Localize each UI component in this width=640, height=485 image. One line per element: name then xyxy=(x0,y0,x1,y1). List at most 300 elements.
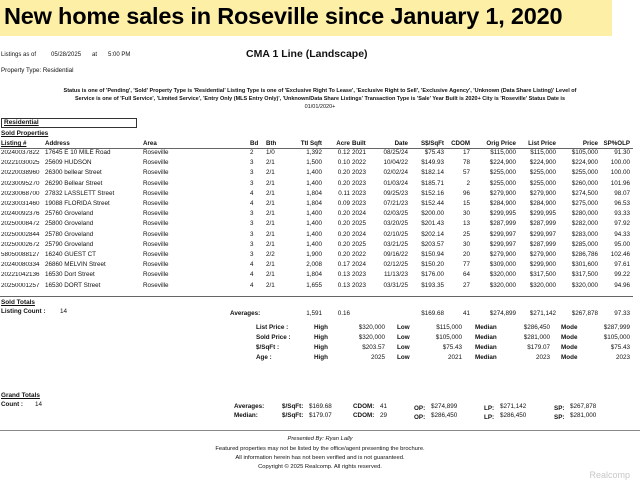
title-banner xyxy=(0,0,612,36)
cell-bedrooms: 3 xyxy=(250,169,254,177)
cell-listing-number: 20250001257 xyxy=(1,282,40,289)
cell-sold-per-sqft: $193.35 xyxy=(421,281,444,289)
cell-total-sqft: 1,500 xyxy=(306,159,322,167)
cell-listing-number: 20250002844 xyxy=(1,231,40,238)
stat-low-label: Low xyxy=(397,334,410,341)
column-header-area: Area xyxy=(143,140,157,147)
cell-listing-number: 20221030025 xyxy=(1,160,40,167)
cell-status-date: 02/10/25 xyxy=(383,230,408,238)
average-total-sqft: 1,591 xyxy=(306,310,322,317)
stat-high-value: $320,000 xyxy=(358,324,385,331)
stat-median-value: $286,450 xyxy=(523,324,550,331)
column-header-original-price: Orig Price xyxy=(486,140,516,147)
cell-total-sqft: 1,400 xyxy=(306,240,322,248)
stat-low-label: Low xyxy=(397,344,410,351)
cell-sold-price: $274,500 xyxy=(571,189,598,197)
cell-acre: 0.20 xyxy=(337,240,350,248)
cell-list-price: $287,999 xyxy=(529,220,556,228)
cell-total-sqft: 1,400 xyxy=(306,220,322,228)
average-sold-per-sqft: $169.68 xyxy=(421,310,444,317)
cell-original-price: $299,995 xyxy=(489,210,516,218)
stat-label: Sold Price : xyxy=(256,334,291,341)
cell-sold-per-sqft: $150.94 xyxy=(421,251,444,258)
cell-area: Roseville xyxy=(143,230,169,238)
cell-total-sqft: 1,400 xyxy=(306,210,322,218)
sold-totals-heading: Sold Totals xyxy=(1,299,35,306)
cell-sp-olp: 100.00 xyxy=(610,169,630,177)
sold-properties-heading: Sold Properties xyxy=(1,130,49,137)
med-op: $286,450 xyxy=(431,412,458,419)
cell-original-price: $255,000 xyxy=(489,169,516,177)
presented-by: Presented By: Ryan Lally xyxy=(287,436,353,442)
cell-address: 25790 Groveland xyxy=(45,240,94,248)
listings-as-of-label: Listings as of xyxy=(1,52,37,58)
stat-high-label: High xyxy=(314,354,328,361)
cell-address: 27832 LASSLETT Street xyxy=(45,189,115,197)
cell-total-sqft: 2,008 xyxy=(306,261,322,269)
cell-sp-olp: 102.46 xyxy=(610,251,630,258)
stat-mode-label: Mode xyxy=(561,354,578,361)
totals-divider xyxy=(0,296,633,297)
cell-cdom: 25 xyxy=(462,230,470,238)
cell-original-price: $115,000 xyxy=(490,149,516,156)
cell-baths: 2/1 xyxy=(266,200,275,207)
cell-bedrooms: 3 xyxy=(250,230,254,238)
cell-listing-number: 20221042136 xyxy=(1,272,40,279)
cell-list-price: $317,500 xyxy=(529,271,556,279)
average-cdom: 41 xyxy=(462,310,470,317)
cell-year-built: 2025 xyxy=(352,240,367,248)
cell-original-price: $309,000 xyxy=(489,261,516,269)
cdom-label: CDOM: xyxy=(353,403,375,410)
stat-high-label: High xyxy=(314,324,328,331)
cell-year-built: 2024 xyxy=(352,210,367,218)
cell-status-date: 02/12/25 xyxy=(383,261,408,269)
cell-sp-olp: 97.92 xyxy=(614,220,630,228)
cell-address: 16530 DORT Street xyxy=(45,281,101,289)
cell-area: Roseville xyxy=(143,220,169,228)
cell-area: Roseville xyxy=(143,251,169,258)
sp-label-2: SP: xyxy=(554,414,565,421)
cell-original-price: $224,900 xyxy=(489,159,516,167)
stat-low-label: Low xyxy=(397,354,410,361)
cell-original-price: $299,997 xyxy=(489,240,516,248)
cell-listing-number: 20230095270 xyxy=(1,180,40,187)
stat-high-value: 2025 xyxy=(370,354,385,361)
cell-area: Roseville xyxy=(143,261,169,269)
column-header-year-built: Built xyxy=(352,140,366,147)
cell-year-built: 2024 xyxy=(352,261,367,269)
cell-year-built: 2023 xyxy=(352,169,367,177)
cell-status-date: 02/03/25 xyxy=(383,210,408,218)
cell-baths: 2/2 xyxy=(266,251,275,258)
stat-mode-label: Mode xyxy=(561,344,578,351)
cell-area: Roseville xyxy=(143,159,169,167)
cell-baths: 2/1 xyxy=(266,230,275,238)
stat-mode-value: $105,000 xyxy=(603,334,630,341)
grand-count: 14 xyxy=(35,401,43,408)
footer-divider xyxy=(0,430,640,431)
cell-sp-olp: 97.61 xyxy=(614,261,630,269)
footer-line-2: All information herein has not been verified and is not guaranteed. xyxy=(235,455,405,461)
cell-address: 25800 Groveland xyxy=(45,220,94,228)
cell-cdom: 17 xyxy=(462,149,470,156)
cell-area: Roseville xyxy=(143,169,169,177)
grand-median-label: Median: xyxy=(234,412,258,419)
avg-lp: $271,142 xyxy=(500,403,527,410)
cell-list-price: $255,000 xyxy=(529,169,556,177)
med-cdom: 29 xyxy=(380,412,388,419)
column-header-status-date: Date xyxy=(394,140,408,147)
cell-baths: 2/1 xyxy=(266,220,275,228)
avg-sp: $267,878 xyxy=(570,403,597,410)
med-sp: $281,000 xyxy=(570,412,597,419)
ssqft-label: $/SqFt: xyxy=(282,403,304,410)
cell-sold-price: $286,786 xyxy=(571,251,598,258)
cell-status-date: 01/03/24 xyxy=(383,179,408,187)
cell-address: 26290 Bellear Street xyxy=(45,179,103,187)
column-header-total-sqft: Ttl Sqft xyxy=(300,140,322,147)
cell-status-date: 11/13/23 xyxy=(383,271,408,279)
cell-listing-number: 20240080334 xyxy=(1,262,40,269)
cell-sp-olp: 101.96 xyxy=(610,179,630,187)
cell-sp-olp: 98.07 xyxy=(614,189,630,197)
cell-cdom: 20 xyxy=(462,251,470,258)
cell-address: 25780 Groveland xyxy=(45,230,94,238)
cell-total-sqft: 1,392 xyxy=(306,149,322,156)
cell-address: 19088 FLORIDA Street xyxy=(45,200,110,207)
cell-address: 16240 GUEST CT xyxy=(45,251,96,258)
cell-bedrooms: 3 xyxy=(250,210,254,218)
cell-total-sqft: 1,400 xyxy=(306,230,322,238)
cell-address: 17645 E 10 MILE Road xyxy=(45,149,111,156)
cell-original-price: $279,900 xyxy=(489,189,516,197)
cell-cdom: 96 xyxy=(462,189,470,197)
avg-op: $274,899 xyxy=(431,403,458,410)
stat-mode-value: $75.43 xyxy=(610,344,630,351)
cell-baths: 2/1 xyxy=(266,179,275,187)
cell-cdom: 27 xyxy=(462,281,470,289)
report-date: 05/28/2025 xyxy=(51,52,82,58)
cell-cdom: 30 xyxy=(462,240,470,248)
avg-cdom: 41 xyxy=(380,403,388,410)
cell-address: 16530 Dort Street xyxy=(45,271,95,279)
cell-listing-number: 58050088127 xyxy=(1,252,40,258)
criteria-line-2: Service is one of 'Full Service', 'Limited Service', 'Entry Only (MLS Entry Only)', 'Unknown/Data Share Listings' Transaction Type is 'Sale' Year Built is 2020+ City is 'Roseville' Status Date is xyxy=(74,96,566,102)
cell-list-price: $279,900 xyxy=(529,251,556,258)
listing-count-label: Listing Count : xyxy=(1,308,46,315)
cell-sold-price: $255,000 xyxy=(571,169,598,177)
cell-acre: 0.20 xyxy=(337,251,350,258)
cell-sp-olp: 93.33 xyxy=(614,210,630,218)
cell-baths: 2/1 xyxy=(266,281,275,289)
cell-year-built: 2023 xyxy=(352,179,367,187)
cell-sold-price: $282,000 xyxy=(571,220,598,228)
average-original-price: $274,899 xyxy=(489,310,516,317)
cell-total-sqft: 1,900 xyxy=(306,251,322,258)
cell-year-built: 2023 xyxy=(352,281,367,289)
stat-median-label: Median xyxy=(475,334,497,341)
cell-status-date: 03/31/25 xyxy=(383,281,408,289)
cell-original-price: $255,000 xyxy=(489,179,516,187)
lp-label-2: LP: xyxy=(484,414,495,421)
cell-baths: 2/1 xyxy=(266,169,275,177)
cell-area: Roseville xyxy=(143,271,169,279)
cell-acre: 0.20 xyxy=(337,220,350,228)
stat-median-value: $179.07 xyxy=(527,344,550,351)
cell-list-price: $299,995 xyxy=(529,210,556,218)
cell-cdom: 15 xyxy=(462,200,470,207)
cell-cdom: 30 xyxy=(462,210,470,218)
cell-status-date: 02/02/24 xyxy=(383,169,408,177)
cell-acre: 0.12 xyxy=(337,149,350,156)
cell-sold-price: $317,500 xyxy=(571,271,598,279)
cell-sold-per-sqft: $185.71 xyxy=(421,179,444,187)
column-header-acre: Acre xyxy=(336,140,350,147)
stat-low-value: $105,000 xyxy=(435,334,462,341)
cell-acre: 0.11 xyxy=(338,189,350,197)
cell-year-built: 2023 xyxy=(352,189,367,197)
cell-acre: 0.20 xyxy=(337,230,350,238)
cell-year-built: 2021 xyxy=(352,149,367,156)
cell-year-built: 2024 xyxy=(352,230,367,238)
cell-sold-per-sqft: $176.00 xyxy=(421,271,444,279)
cell-year-built: 2022 xyxy=(352,251,367,258)
cell-sold-per-sqft: $152.44 xyxy=(421,200,444,207)
column-header-sp-olp: SP%OLP xyxy=(603,140,630,147)
cell-total-sqft: 1,655 xyxy=(306,281,322,289)
cell-bedrooms: 3 xyxy=(250,159,254,167)
cell-listing-number: 20240037822 xyxy=(1,150,40,156)
cell-list-price: $115,000 xyxy=(530,149,556,156)
cell-bedrooms: 4 xyxy=(250,261,254,269)
cell-bedrooms: 3 xyxy=(250,220,254,228)
cell-list-price: $287,999 xyxy=(529,240,556,248)
stat-mode-label: Mode xyxy=(561,324,578,331)
stat-mode-label: Mode xyxy=(561,334,578,341)
stat-low-value: $75.43 xyxy=(442,344,462,351)
op-label-2: OP: xyxy=(414,414,426,421)
cell-list-price: $255,000 xyxy=(529,179,556,187)
grand-count-label: Count : xyxy=(1,401,24,408)
cell-list-price: $284,900 xyxy=(529,200,556,207)
cell-address: 26860 MELVIN Street xyxy=(45,261,106,269)
cell-year-built: 2022 xyxy=(352,159,367,167)
column-header-address: Address xyxy=(45,140,70,147)
cell-baths: 2/1 xyxy=(266,189,275,197)
stat-low-value: $115,000 xyxy=(436,324,462,331)
cell-status-date: 07/21/23 xyxy=(383,200,408,207)
cell-sold-per-sqft: $201.43 xyxy=(421,220,444,228)
stat-low-value: 2021 xyxy=(447,354,462,361)
cell-sold-per-sqft: $149.93 xyxy=(421,159,444,167)
cell-sold-price: $105,000 xyxy=(571,149,598,156)
cell-listing-number: 20230068700 xyxy=(1,190,40,197)
cell-original-price: $279,900 xyxy=(489,251,516,258)
stat-mode-value: $287,999 xyxy=(603,324,630,331)
cell-sold-per-sqft: $182.14 xyxy=(421,169,444,177)
residential-heading: Residential xyxy=(1,118,137,128)
cell-list-price: $299,997 xyxy=(529,230,556,238)
cell-sold-per-sqft: $200.00 xyxy=(421,210,444,218)
cell-baths: 2/1 xyxy=(266,271,275,279)
criteria-line-1: Status is one of 'Pending', 'Sold' Property Type is 'Residential' Listing Type is one of 'Exclusive Right To Lease', 'Exclusive Right to Sell', 'Exclusive Agency', 'Unknown (Data Share Listing)' Level of xyxy=(63,88,577,94)
cell-status-date: 03/20/25 xyxy=(383,220,408,228)
stat-high-value: $320,000 xyxy=(358,334,385,341)
grand-averages-label: Averages: xyxy=(234,403,265,410)
average-acre: 0.16 xyxy=(337,310,350,317)
cell-area: Roseville xyxy=(143,149,169,156)
cell-sp-olp: 99.22 xyxy=(614,271,630,279)
cell-acre: 0.09 xyxy=(337,200,350,207)
cell-total-sqft: 1,804 xyxy=(306,200,322,207)
cell-year-built: 2023 xyxy=(352,200,367,207)
cell-baths: 2/1 xyxy=(266,159,275,167)
column-header-bedrooms: Bd xyxy=(250,140,259,147)
realcomp-watermark: Realcomp xyxy=(589,470,630,480)
stat-label: Age : xyxy=(256,354,272,361)
cell-area: Roseville xyxy=(143,179,169,187)
stat-median-label: Median xyxy=(475,354,497,361)
cell-area: Roseville xyxy=(143,189,169,197)
average-sold-price: $267,878 xyxy=(571,310,598,317)
cell-area: Roseville xyxy=(143,210,169,218)
averages-label: Averages: xyxy=(230,310,261,317)
cell-status-date: 09/25/23 xyxy=(383,189,408,197)
stat-mode-value: 2023 xyxy=(615,354,630,361)
cell-sp-olp: 94.33 xyxy=(614,230,630,238)
stat-low-label: Low xyxy=(397,324,410,331)
average-sp-olp: 97.33 xyxy=(614,310,630,317)
cell-year-built: 2023 xyxy=(352,271,367,279)
cell-cdom: 2 xyxy=(466,179,470,187)
report-title: CMA 1 Line (Landscape) xyxy=(246,48,368,60)
cell-sp-olp: 95.00 xyxy=(614,240,630,248)
banner-title: New home sales in Roseville since January 1, 2020 xyxy=(4,3,563,29)
stat-median-value: 2023 xyxy=(535,354,550,361)
cell-bedrooms: 4 xyxy=(250,271,254,279)
cell-sold-per-sqft: $203.57 xyxy=(421,240,444,248)
footer-line-1: Featured properties may not be listed by the office/agent presenting the brochure. xyxy=(215,446,425,452)
cell-address: 25609 HUDSON xyxy=(45,159,92,167)
cell-sold-per-sqft: $150.20 xyxy=(421,261,444,269)
cell-sold-price: $283,000 xyxy=(571,230,598,238)
cell-list-price: $224,900 xyxy=(529,159,556,167)
cell-total-sqft: 1,804 xyxy=(306,189,322,197)
cell-sold-price: $301,600 xyxy=(571,261,598,269)
cell-baths: 1/0 xyxy=(266,149,275,156)
cell-listing-number: 20230031460 xyxy=(1,201,40,207)
avg-ssqft: $169.68 xyxy=(309,403,332,410)
cell-listing-number: 20220038960 xyxy=(1,170,40,177)
ssqft-label-2: $/SqFt: xyxy=(282,412,304,419)
cell-cdom: 13 xyxy=(462,220,470,228)
cell-total-sqft: 1,804 xyxy=(306,271,322,279)
cell-sp-olp: 91.30 xyxy=(614,149,630,156)
column-header-list-price: List Price xyxy=(528,140,556,147)
cell-sold-price: $275,000 xyxy=(571,200,598,207)
cell-listing-number: 20250002672 xyxy=(1,241,40,248)
cell-original-price: $287,999 xyxy=(489,220,516,228)
cell-status-date: 09/16/22 xyxy=(383,251,408,258)
cell-status-date: 08/25/24 xyxy=(383,149,408,156)
cell-area: Roseville xyxy=(143,200,169,207)
stat-high-label: High xyxy=(314,334,328,341)
med-lp: $286,450 xyxy=(500,412,527,419)
cell-area: Roseville xyxy=(143,240,169,248)
cell-baths: 2/1 xyxy=(266,210,275,218)
column-header-listing-number: Listing # xyxy=(1,140,27,147)
grand-totals-heading: Grand Totals xyxy=(1,392,40,399)
cell-original-price: $320,000 xyxy=(489,281,516,289)
cell-cdom: 57 xyxy=(462,169,470,177)
cell-bedrooms: 4 xyxy=(250,189,254,197)
cell-acre: 0.13 xyxy=(337,271,350,279)
cell-sp-olp: 96.53 xyxy=(614,200,630,207)
cell-acre: 0.13 xyxy=(337,281,350,289)
cell-sold-per-sqft: $75.43 xyxy=(424,149,444,156)
cell-sold-price: $320,000 xyxy=(571,281,598,289)
cell-acre: 0.20 xyxy=(337,210,350,218)
cell-acre: 0.20 xyxy=(337,179,350,187)
cell-list-price: $299,900 xyxy=(529,261,556,269)
column-header-baths: Bth xyxy=(266,140,277,147)
cell-original-price: $284,900 xyxy=(489,200,516,207)
average-list-price: $271,142 xyxy=(529,310,556,317)
cell-total-sqft: 1,400 xyxy=(306,169,322,177)
op-label: OP: xyxy=(414,405,426,412)
report-time: 5:00 PM xyxy=(108,52,131,58)
med-ssqft: $179.07 xyxy=(309,412,332,419)
stat-label: $/SqFt : xyxy=(256,344,280,351)
stat-median-label: Median xyxy=(475,344,497,351)
sp-label: SP: xyxy=(554,405,565,412)
cell-list-price: $320,000 xyxy=(529,281,556,289)
cell-cdom: 77 xyxy=(462,261,470,269)
cell-bedrooms: 3 xyxy=(250,240,254,248)
at-label: at xyxy=(92,52,98,58)
cell-baths: 2/1 xyxy=(266,240,275,248)
cell-address: 26300 bellear Street xyxy=(45,169,102,177)
listing-count: 14 xyxy=(60,308,68,315)
cell-baths: 2/1 xyxy=(266,261,275,269)
cell-bedrooms: 4 xyxy=(250,200,254,207)
cell-sold-per-sqft: $152.16 xyxy=(421,189,444,197)
cell-original-price: $299,997 xyxy=(489,230,516,238)
footer-line-3: Copyright © 2025 Realcomp. All rights reserved. xyxy=(258,464,382,470)
cell-bedrooms: 2 xyxy=(250,149,254,156)
cell-cdom: 64 xyxy=(462,271,470,279)
cell-sp-olp: 94.96 xyxy=(614,281,630,289)
column-header-sold-price: Price xyxy=(582,140,598,147)
cell-status-date: 03/21/25 xyxy=(383,240,408,248)
cell-acre: 0.17 xyxy=(337,261,350,269)
cell-acre: 0.10 xyxy=(337,159,350,167)
cell-listing-number: 20250008472 xyxy=(1,221,40,228)
cell-original-price: $320,000 xyxy=(489,271,516,279)
stat-label: List Price : xyxy=(256,324,289,331)
cell-acre: 0.20 xyxy=(337,169,350,177)
cell-sold-price: $285,000 xyxy=(571,240,598,248)
cell-cdom: 78 xyxy=(462,159,470,167)
cell-listing-number: 20240092376 xyxy=(1,211,40,218)
cell-sold-per-sqft: $202.14 xyxy=(421,230,444,238)
cell-bedrooms: 3 xyxy=(250,251,254,258)
property-type: Property Type: Residential xyxy=(1,67,74,74)
cell-sp-olp: 100.00 xyxy=(610,159,630,167)
stat-high-label: High xyxy=(314,344,328,351)
cell-sold-price: $224,900 xyxy=(571,159,598,167)
